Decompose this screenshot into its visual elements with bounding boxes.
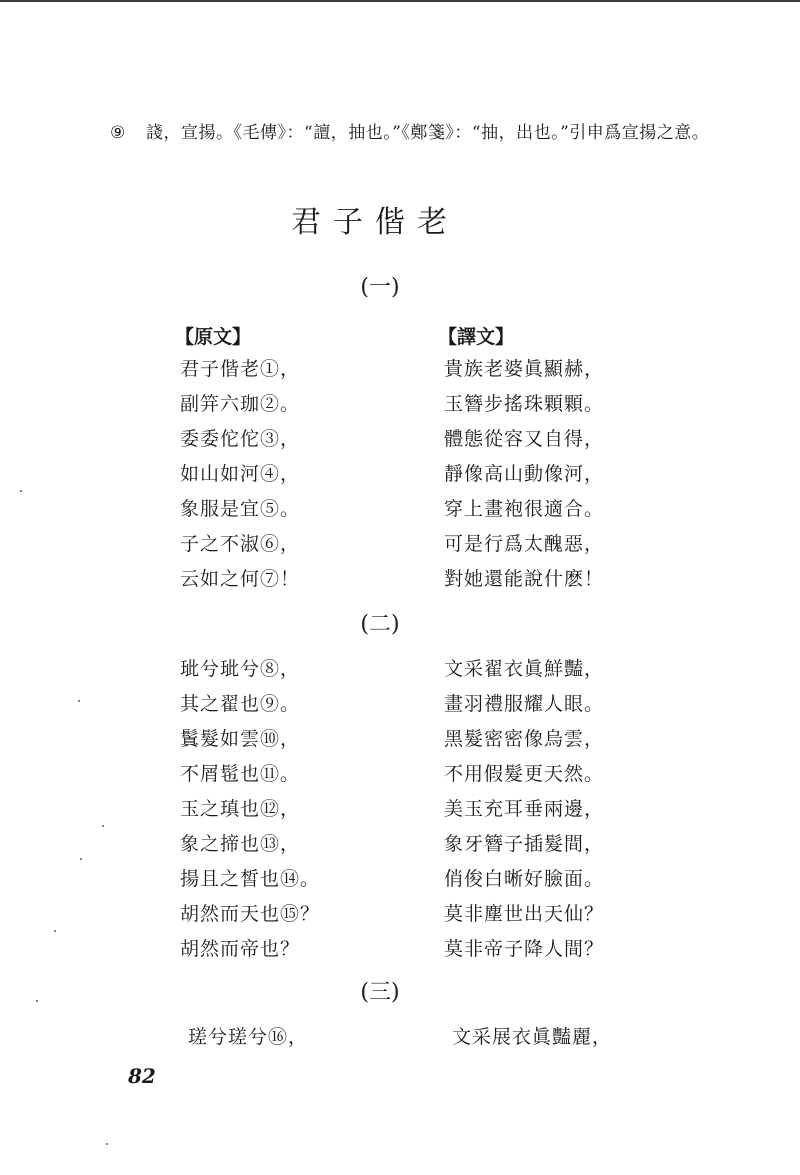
- scan-speck: [78, 700, 80, 702]
- original-line: 其之翟也⑨。: [180, 693, 301, 715]
- original-line: 玼兮玼兮⑧，: [180, 658, 301, 680]
- translation-line: 對她還能說什麽！: [444, 568, 605, 590]
- original-line: 如山如河④，: [180, 463, 301, 485]
- section-label-1: (一): [360, 275, 400, 300]
- translation-line: 體態從容又自得，: [444, 428, 605, 450]
- translation-line: 文采翟衣眞鮮豔，: [444, 658, 605, 680]
- translation-header: 【譯文】: [438, 326, 515, 348]
- original-line: 瑳兮瑳兮⑯，: [188, 1026, 309, 1048]
- original-line: 胡然而帝也？: [180, 938, 301, 960]
- scan-speck: [36, 1000, 38, 1002]
- section-label-3: (三): [360, 980, 400, 1005]
- original-line: 云如之何⑦！: [180, 568, 301, 590]
- translation-line: 可是行爲太醜惡，: [444, 533, 605, 555]
- translation-line: 靜像高山動像河，: [444, 463, 605, 485]
- translation-line: 穿上畫袍很適合。: [444, 498, 605, 520]
- translation-line: 象牙簪子插髮間，: [444, 833, 605, 855]
- page-number: 82: [128, 1064, 156, 1088]
- translation-line: 文采展衣眞豔麗，: [452, 1026, 613, 1048]
- footnote: [110, 118, 709, 143]
- original-line: 子之不淑⑥，: [180, 533, 301, 555]
- translation-line: 玉簪步搖珠顆顆。: [444, 393, 605, 415]
- original-line: 揚且之皙也⑭。: [180, 868, 321, 890]
- scan-speck: [106, 1143, 108, 1145]
- footnote-text: 諓，宣揚。《毛傳》：“譠，抽也。”《鄭箋》：“抽，出也。”引申爲宣揚之意。: [146, 123, 710, 143]
- translation-line: 俏俊白晰好臉面。: [444, 868, 605, 890]
- original-line: 委委佗佗③，: [180, 428, 301, 450]
- poem-title: 君子偕老: [291, 205, 459, 240]
- original-text-header: 【原文】: [175, 326, 252, 348]
- section-label-2: (二): [360, 612, 400, 637]
- scan-speck: [54, 930, 56, 932]
- original-line: 鬒髮如雲⑩，: [180, 728, 301, 750]
- translation-line: 畫羽禮服耀人眼。: [444, 693, 605, 715]
- original-line: 玉之瑱也⑫，: [180, 798, 301, 820]
- translation-line: 黑髮密密像烏雲，: [444, 728, 605, 750]
- scan-speck: [20, 490, 22, 492]
- original-line: 君子偕老①，: [180, 358, 301, 380]
- scan-speck: [80, 858, 82, 860]
- original-line: 象服是宜⑤。: [180, 498, 301, 520]
- scan-speck: [102, 825, 104, 827]
- translation-line: 莫非帝子降人間？: [444, 938, 605, 960]
- footnote-number: ⑨: [110, 123, 126, 143]
- translation-line: 莫非塵世出天仙？: [444, 903, 605, 925]
- original-line: 副笄六珈②。: [180, 393, 301, 415]
- original-line: 胡然而天也⑮？: [180, 903, 321, 925]
- translation-line: 美玉充耳垂兩邊，: [444, 798, 605, 820]
- original-line: 象之揥也⑬，: [180, 833, 301, 855]
- top-rule: [0, 0, 800, 2]
- translation-line: 貴族老婆眞顯赫，: [444, 358, 605, 380]
- original-line: 不屑髢也⑪。: [180, 763, 301, 785]
- translation-line: 不用假髮更天然。: [444, 763, 605, 785]
